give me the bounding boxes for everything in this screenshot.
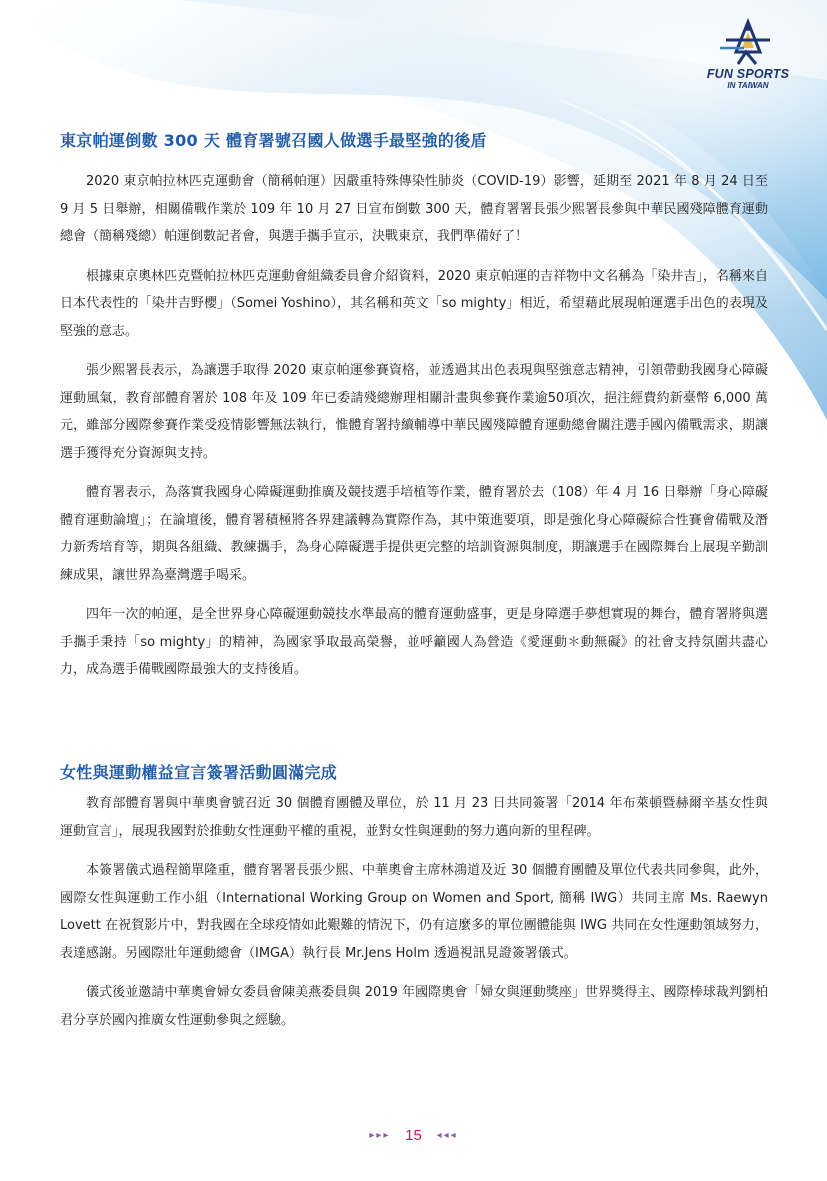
fun-sports-emblem-icon (698, 18, 798, 70)
paragraph: 本簽署儀式過程簡單隆重，體育署署長張少熙、中華奧會主席林鴻道及近 30 個體育團體及單位代表共同參與，此外，國際女性與運動工作小組（International Working Group on Women and Sport, 簡稱 IWG）共同主席 Ms. Raewyn Lovett 在祝賀影片中，對我國在全球疫情如此艱難的情況下，仍有這麼多的單位團體能與 IWG 共同在女性運動領域努力，表達感謝。另國際壯年運動總會（IMGA）執行長 Mr.Jens Holm 透過視訊見證簽署儀式。 (60, 863, 768, 961)
right-arrows-icon: ◂◂◂ (436, 1130, 458, 1141)
page-number: 15 (405, 1127, 422, 1144)
section-title: 東京帕運倒數 300 天 體育署號召國人做選手最堅強的後盾 (60, 131, 487, 150)
brand-tagline: IN TAIWAN (727, 81, 769, 90)
section-title: 女性與運動權益宣言簽署活動圓滿完成 (60, 763, 338, 782)
page-footer (0, 1124, 827, 1147)
paragraph: 體育署表示，為落實我國身心障礙運動推廣及競技選手培植等作業，體育署於去（108）年 4 月 16 日舉辦「身心障礙體育運動論壇」；在論壇後，體育署積極將各界建議轉為實際作為，其中策進要項，即是強化身心障礙綜合性賽會備戰及潛力新秀培育等，期與各組織、教練攜手，為身心障礙選手提供更完整的培訓資源與制度，期讓選手在國際舞台上展現辛勤訓練成果，讓世界為臺灣選手喝采。 (60, 485, 768, 583)
left-arrows-icon: ▸▸▸ (369, 1130, 391, 1141)
paragraph: 儀式後並邀請中華奧會婦女委員會陳美燕委員與 2019 年國際奧會「婦女與運動獎座」世界獎得主、國際棒球裁判劉柏君分享於國內推廣女性運動參與之經驗。 (60, 985, 768, 1028)
section-women-sports (60, 760, 768, 1046)
paragraph: 四年一次的帕運，是全世界身心障礙運動競技水準最高的體育運動盛事，更是身障選手夢想實現的舞台，體育署將與選手攜手秉持「so mighty」的精神，為國家爭取最高榮譽，並呼籲國人為營造《愛運動＊動無礙》的社會支持氛圍共盡心力，成為選手備戰國際最強大的支持後盾。 (60, 607, 768, 677)
paragraph: 張少熙署長表示，為讓選手取得 2020 東京帕運參賽資格，並透過其出色表現與堅強意志精神，引領帶動我國身心障礙運動風氣，教育部體育署於 108 年及 109 年已委請殘總辦理相關計畫與參賽作業逾50項次，挹注經費約新臺幣 6,000 萬元，雖部分國際參賽作業受疫情影響無法執行，惟體育署持續輔導中華民國殘障體育運動總會關注選手國內備戰需求，期讓選手獲得充分資源與支持。 (60, 363, 768, 461)
fun-sports-logo (698, 18, 798, 96)
paragraph: 根據東京奧林匹克暨帕拉林匹克運動會組織委員會介紹資料，2020 東京帕運的吉祥物中文名稱為「染井吉」，名稱來自日本代表性的「染井吉野櫻」（Somei Yoshino），其名稱和英文「so mighty」相近，希望藉此展現帕運選手出色的表現及堅強的意志。 (60, 268, 768, 339)
brand-name: FUN SPORTS (706, 67, 790, 81)
paragraph: 2020 東京帕拉林匹克運動會（簡稱帕運）因嚴重特殊傳染性肺炎（COVID-19）影響，延期至 2021 年 8 月 24 日至 9 月 5 日舉辦，相關備戰作業於 109 年 10 月 27 日宣布倒數 300 天，體育署署長張少熙署長參與中華民國殘障體育運動總會（簡稱殘總）帕運倒數記者會，與選手攜手宣示，決戰東京，我們準備好了！ (60, 174, 768, 244)
paragraph: 教育部體育署與中華奧會號召近 30 個體育團體及單位，於 11 月 23 日共同簽署「2014 年布萊頓暨赫爾辛基女性與運動宣言」，展現我國對於推動女性運動平權的重視，並對女性與運動的努力邁向新的里程碑。 (60, 796, 768, 839)
article-content (60, 128, 768, 1028)
section-paralympics (60, 128, 768, 684)
